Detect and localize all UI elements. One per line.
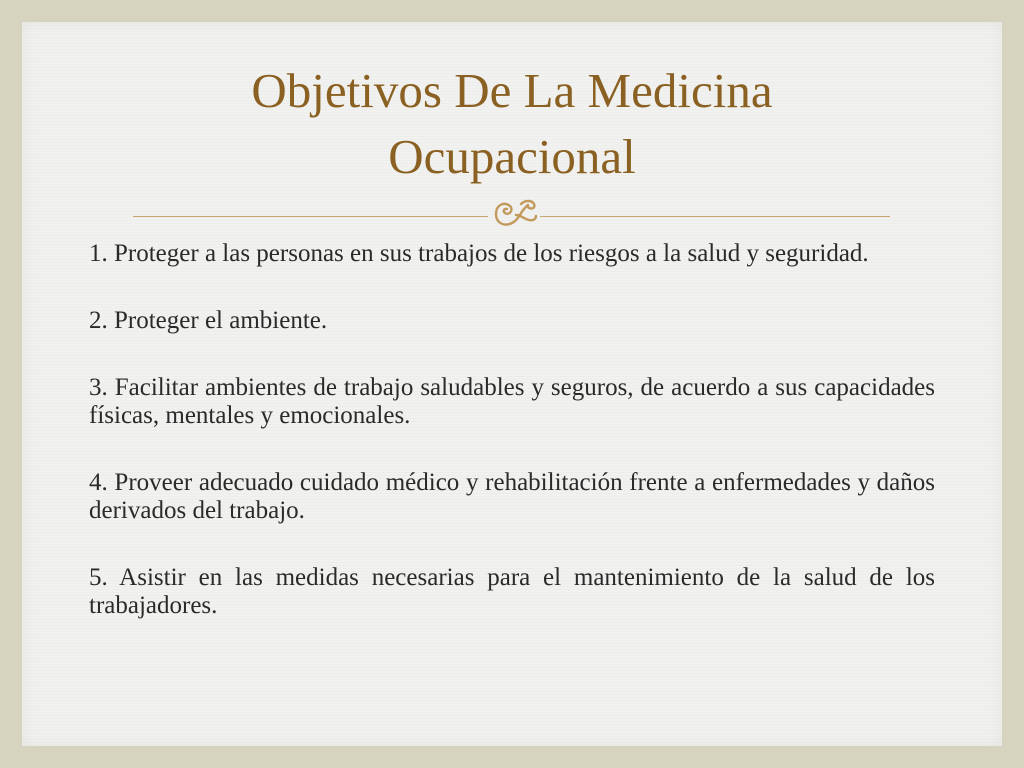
list-item: 2. Proteger el ambiente. [89,307,328,334]
slide-title-line-2: Ocupacional [388,129,636,184]
title-divider-right [540,216,890,217]
frame-top [0,0,1024,22]
objectives-list [89,240,935,620]
ornate-divider-icon [490,192,540,230]
title-divider-left [133,216,488,217]
slide-title [120,58,904,190]
slide-title-line-1: Objetivos De La Medicina [251,63,773,118]
frame-bottom [0,746,1024,768]
list-item: 1. Proteger a las personas en sus trabajos de los riesgos a la salud y seguridad. [89,240,869,267]
list-item: 3. Facilitar ambientes de trabajo saludables y seguros, de acuerdo a sus capacidades físicas, mentales y emocionales. [89,374,935,429]
frame-left [0,0,22,768]
frame-right [1002,0,1024,768]
list-item: 5. Asistir en las medidas necesarias para el mantenimiento de la salud de los trabajadores. [89,564,935,619]
list-item: 4. Proveer adecuado cuidado médico y rehabilitación frente a enfermedades y daños derivados del trabajo. [89,469,935,524]
